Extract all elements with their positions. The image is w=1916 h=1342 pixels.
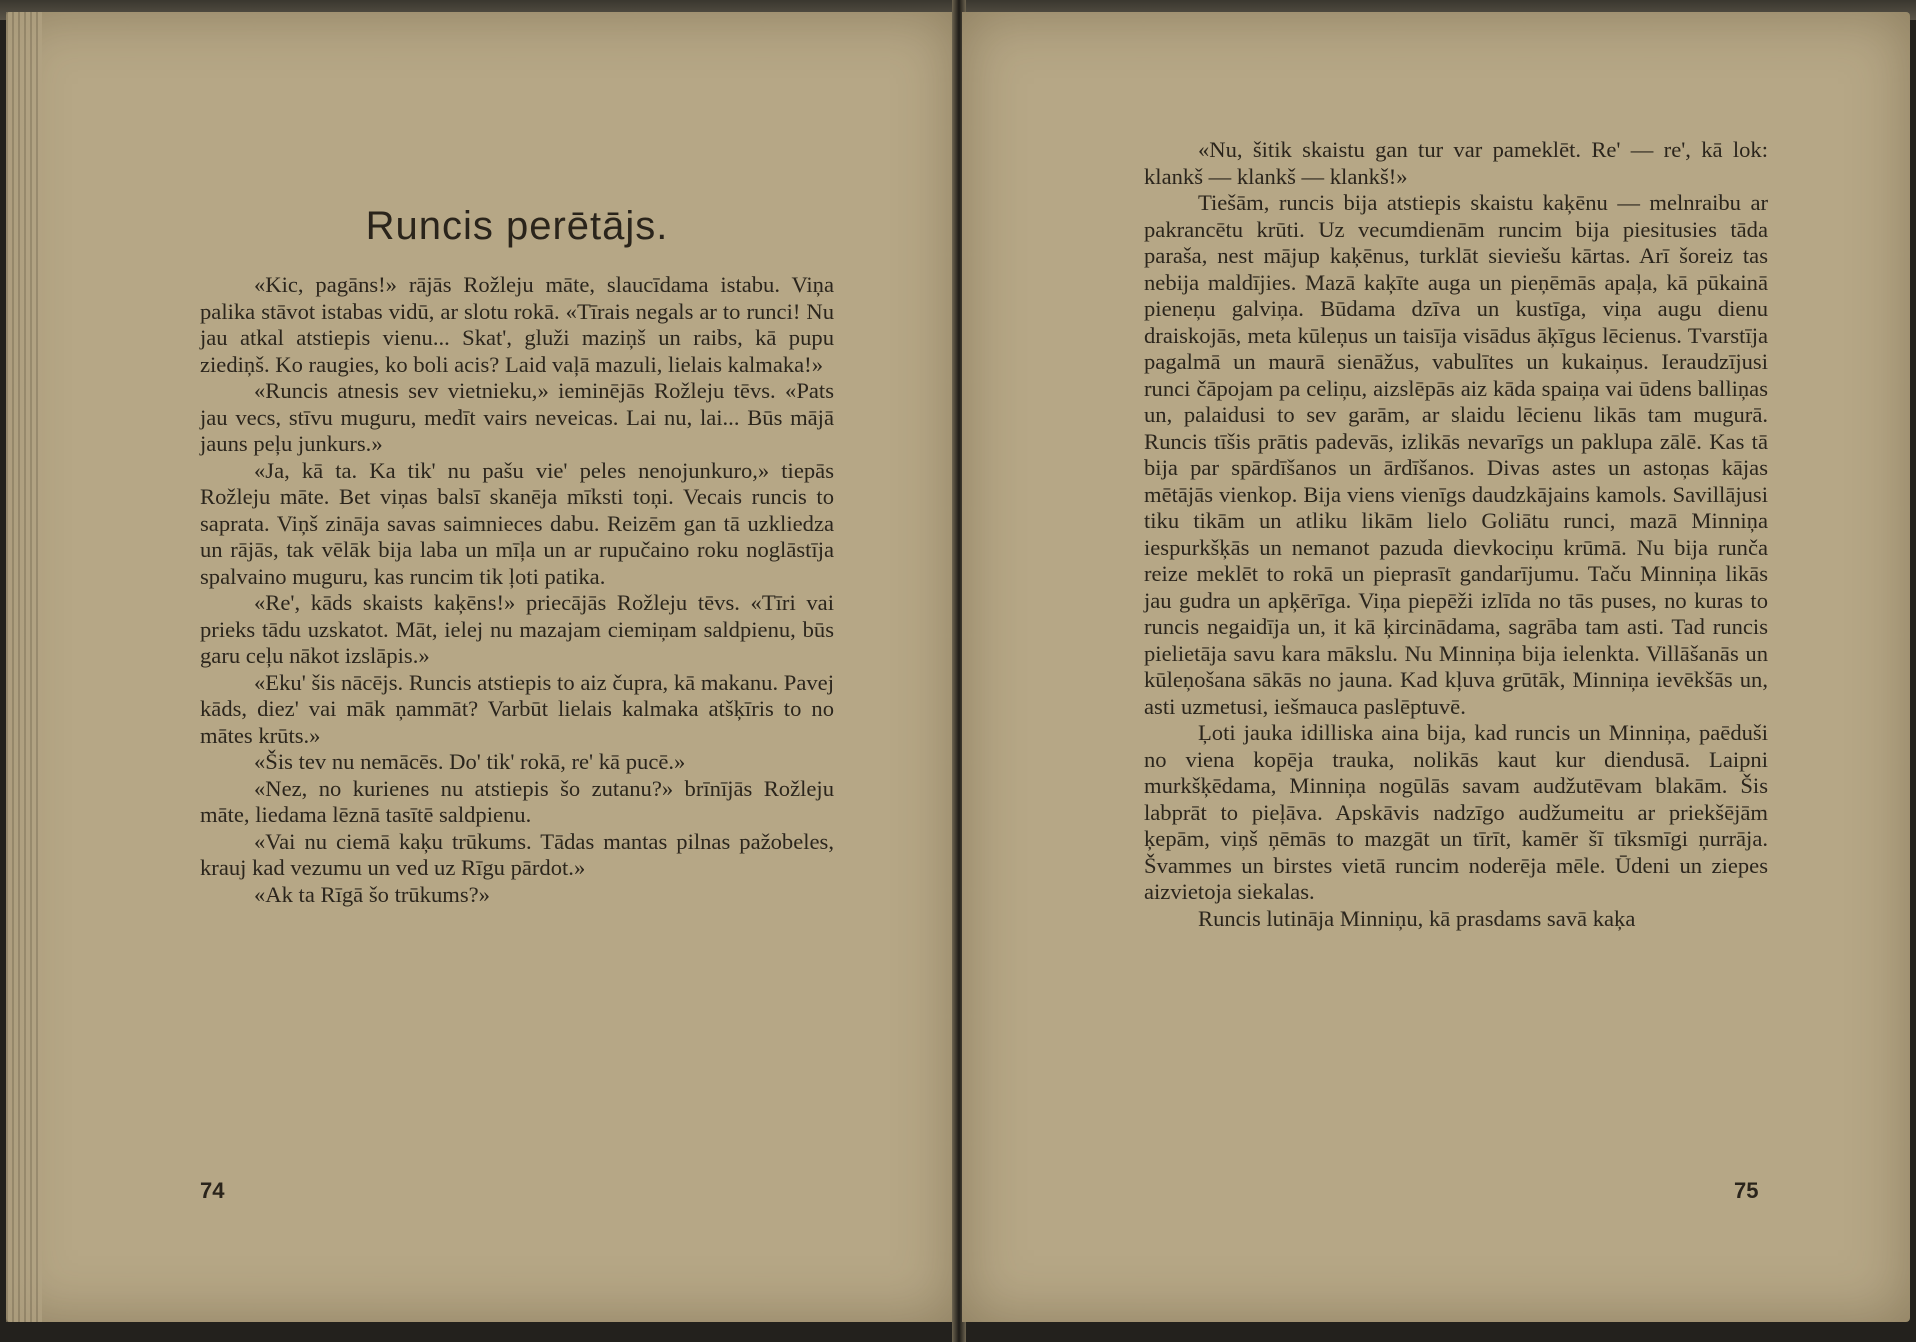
right-page xyxy=(962,12,1910,1322)
page-number: 74 xyxy=(200,1178,225,1203)
paragraph: Tiešām, runcis bija atstiepis skaistu kaķēnu — melnraibu ar pakrancētu krūti. Uz vecumdienām runcim bija piesitusies tāda paraša, nest mājup kaķēnus, turklāt sieviešu kārtas. Arī šoreiz tas nebija maldījies. Mazā kaķīte auga un pieņēmās apaļa, kā pūkainā pieneņu galviņa. Būdama dzīva un kustīga, viņa augu dienu draiskojās, meta kūleņus un taisīja visādus āķīgus lēcienus. Tvarstīja pagalmā un maurā sienāžus, vabulītes un kukaiņus. Ieraudzījusi runci čāpojam pa celiņu, aizslēpās aiz kāda spaiņa vai ūdens balliņas un, palaidusi to sev garām, ar slaidu lēcienu likās tam mugurā. Runcis tīšis prātis padevās, izlikās nevarīgs un paklupa zālē. Kas tā bija par spārdīšanos un ārdīšanos. Divas astes un astoņas kājas mētājās vienkop. Bija viens vienīgs daudzkājains kamols. Savillājusi tiku tikām un atliku likām lielo Goliātu runci, mazā Minniņa iespurkšķās un nemanot pazuda dievkociņu krūmā. Nu bija runča reize meklēt to rokā un pieprasīt gandarījumu. Taču Minniņa likās jau gudra un apķērīga. Viņa piepēži izlīda no tās puses, no kuras to runcis negaidīja un, it kā ķircinādama, sagrāba tam asti. Tad runcis pielietāja savu kara mākslu. Nu Minniņa bija ielenkta. Villāšanās un kūleņošana sākās no jauna. Kad kļuva grūtāk, Minniņa ievēkšās un, asti uzmetusi, iešmauca paslēptuvē. xyxy=(1144,190,1768,719)
paragraph: Ļoti jauka idilliska aina bija, kad runcis un Minniņa, paēduši no viena kopēja trauka, nolikās kaut kur diendusā. Laipni murkšķēdama, Minniņa nogūlās savam audžutēvam blakām. Šis labprāt to pieļāva. Apskāvis nadzīgo audžumeitu ar priekšējām ķepām, viņš ņēmās to mazgāt un tīrīt, kamēr šī tīksmīgi ņurrāja. Švammes un birstes vietā runcim noderēja mēle. Ūdeni un ziepes aizvietoja siekalas. xyxy=(1144,720,1768,904)
paragraph: «Nu, šitik skaistu gan tur var pameklēt. Re' — re', kā lok: klankš — klankš — klankš!» xyxy=(1144,137,1768,189)
paragraph: Runcis lutināja Minniņu, kā prasdams savā kaķa xyxy=(1198,905,1636,931)
paragraph: «Runcis atnesis sev vietnieku,» ieminējās Rožleju tēvs. «Pats jau vecs, stīvu muguru, medīt vairs neveicas. Lai nu, lai... Būs mājā jauns peļu junkurs.» xyxy=(200,378,834,456)
paragraph: «Ak ta Rīgā šo trūkums?» xyxy=(254,881,490,907)
paragraph: «Šis tev nu nemācēs. Do' tik' rokā, re' kā pucē.» xyxy=(254,749,686,774)
paragraph: «Nez, no kurienes nu atstiepis šo zutanu?» brīnījās Rožleju māte, liedama lēznā tasītē saldpienu. xyxy=(200,775,834,827)
chapter-title: Runcis perētājs. xyxy=(365,204,669,248)
right-page-text xyxy=(1144,137,1768,932)
paragraph: «Vai nu ciemā kaķu trūkums. Tādas mantas pilnas pažobeles, krauj kad vezumu un ved uz Rīgu pārdot.» xyxy=(200,828,834,880)
paragraph: «Re', kāds skaists kaķēns!» priecājās Rožleju tēvs. «Tīri vai prieks tādu uzskatot. Māt, ielej nu mazajam ciemiņam saldpienu, būs garu ceļu nākot izslāpis.» xyxy=(200,590,834,668)
page-number: 75 xyxy=(1734,1178,1759,1203)
left-page-text xyxy=(200,272,834,908)
paragraph: «Kic, pagāns!» rājās Rožleju māte, slaucīdama istabu. Viņa palika stāvot istabas vidū, ar slotu rokā. «Tīrais negals ar to runci! Nu jau atkal atstiepis vienu... Skat', gluži maziņš un raibs, kā pupu ziediņš. Ko raugies, ko boli acis? Laid vaļā mazuli, lielais kalmaka!» xyxy=(200,272,834,377)
paragraph: «Eku' šis nācējs. Runcis atstiepis to aiz čupra, kā makanu. Pavej kāds, diez' vai māk ņammāt? Varbūt lielais kalmaka atšķīris to no mātes krūts.» xyxy=(200,669,834,748)
paragraph: «Ja, kā ta. Ka tik' nu pašu vie' peles nenojunkuro,» tiepās Rožleju māte. Bet viņas balsī skanēja mīksti toņi. Vecais runcis to saprata. Viņš zināja savas saimnieces dabu. Reizēm gan tā uzkliedza un rājās, tak vēlāk bija laba un mīļa un ar rupučaino roku noglāstīja spalvaino muguru, kas runcim tik ļoti patika. xyxy=(200,457,834,589)
left-page xyxy=(6,12,956,1322)
